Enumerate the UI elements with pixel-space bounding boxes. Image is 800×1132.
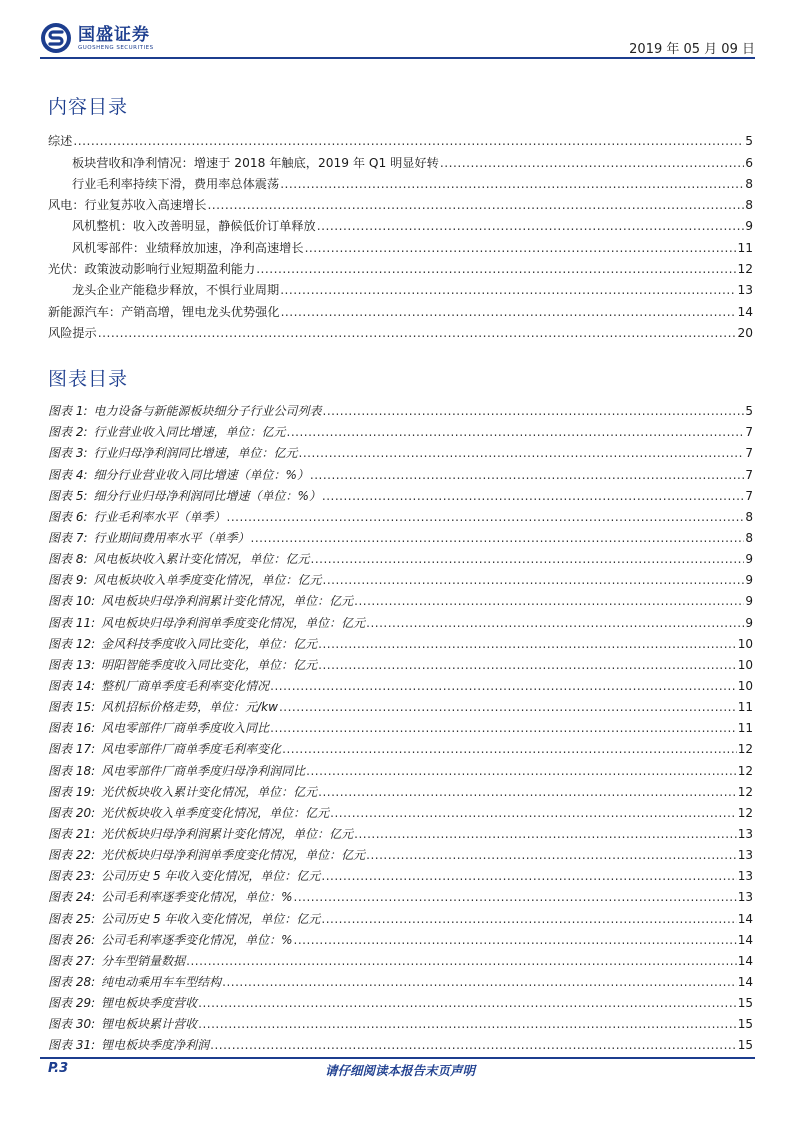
figure-entry-number: 图表 4:	[48, 467, 88, 482]
figure-entry-page: 8	[745, 530, 753, 545]
toc-entry-text: 光伏：政策波动影响行业短期盈利能力	[48, 262, 256, 277]
figure-entry-page: 14	[737, 932, 753, 947]
toc-entry[interactable]	[48, 256, 753, 277]
figure-entry-text: 分车型销量数据	[101, 953, 186, 968]
dot-leader	[256, 261, 736, 277]
figure-list-title: 图表目录	[48, 368, 129, 390]
dot-leader	[294, 932, 737, 948]
report-date: 2019 年 05 月 09 日	[629, 42, 755, 57]
figure-entry-page: 9	[745, 615, 753, 630]
figure-entry-number: 图表 22:	[48, 848, 96, 863]
figure-entry[interactable]	[48, 504, 753, 525]
figure-entry-text: 锂电板块季度营收	[101, 996, 198, 1011]
figure-entry-page: 10	[737, 657, 753, 672]
figure-entry-number: 图表 15:	[48, 700, 96, 715]
figure-entry-number: 图表 25:	[48, 911, 96, 926]
figure-entry[interactable]	[48, 948, 753, 969]
figure-entry[interactable]	[48, 757, 753, 778]
figure-entry[interactable]	[48, 905, 753, 926]
dot-leader	[318, 657, 737, 673]
toc-entry-page: 5	[745, 134, 753, 149]
figure-entry-number: 图表 31:	[48, 1038, 96, 1053]
figure-entry[interactable]	[48, 631, 753, 652]
figure-entry-text: 金风科技季度收入同比变化，单位：亿元	[101, 636, 318, 651]
figure-entry-number: 图表 1:	[48, 404, 88, 419]
dot-leader	[222, 974, 737, 990]
toc-entry[interactable]	[48, 149, 753, 170]
toc-entry-text: 新能源汽车：产销高增，锂电龙头优势强化	[48, 304, 280, 319]
dot-leader	[321, 868, 736, 884]
logo-chinese-name: 国盛证券	[78, 24, 150, 45]
figure-entry[interactable]	[48, 715, 753, 736]
figure-entry-number: 图表 30:	[48, 1017, 96, 1032]
dot-leader	[207, 197, 744, 213]
figure-entry-number: 图表 13:	[48, 657, 96, 672]
figure-entry-number: 图表 12:	[48, 636, 96, 651]
figure-entry-page: 15	[737, 1038, 753, 1053]
figure-entry-text: 锂电板块季度净利润	[101, 1038, 210, 1053]
figure-entry-page: 7	[745, 467, 753, 482]
figure-entry-number: 图表 18:	[48, 763, 96, 778]
toc-entry-page: 20	[737, 325, 753, 340]
toc-entry-page: 13	[737, 283, 753, 298]
figure-entry-text: 风电零部件厂商单季度归母净利润同比	[101, 763, 306, 778]
dot-leader	[73, 133, 744, 149]
page-header	[40, 22, 755, 60]
toc-entry-page: 8	[745, 198, 753, 213]
figure-entry-page: 13	[737, 848, 753, 863]
figure-entry-number: 图表 24:	[48, 890, 96, 905]
dot-leader	[186, 953, 737, 969]
dot-leader	[287, 424, 745, 440]
figure-entry[interactable]	[48, 821, 753, 842]
figure-entry-text: 公司毛利率逐季变化情况，单位：%	[101, 932, 293, 947]
figure-entry-page: 9	[745, 573, 753, 588]
toc-entry-text: 风电：行业复苏收入高速增长	[48, 198, 207, 213]
toc-entry-text: 行业毛利率持续下滑，费用率总体震荡	[72, 176, 280, 191]
toc-entry-text: 综述	[48, 134, 73, 149]
figure-entry-number: 图表 2:	[48, 425, 88, 440]
figure-entry-page: 13	[737, 826, 753, 841]
figure-entry-text: 细分行业营业收入同比增速（单位：%）	[93, 467, 309, 482]
figure-entry-number: 图表 11:	[48, 615, 96, 630]
toc-entry-page: 8	[745, 176, 753, 191]
header-divider	[40, 57, 755, 59]
figure-entry-page: 12	[737, 742, 753, 757]
figure-entry-number: 图表 27:	[48, 953, 96, 968]
figure-entry-number: 图表 5:	[48, 488, 88, 503]
figure-entry[interactable]	[48, 567, 753, 588]
figure-entry-number: 图表 28:	[48, 974, 96, 989]
figure-list	[48, 398, 753, 1053]
dot-leader	[198, 1016, 737, 1032]
figure-entry-number: 图表 23:	[48, 869, 96, 884]
dot-leader	[330, 805, 737, 821]
figure-entry[interactable]	[48, 525, 753, 546]
figure-entry[interactable]	[48, 546, 753, 567]
company-logo	[40, 22, 154, 54]
figure-entry-number: 图表 19:	[48, 784, 96, 799]
figure-entry-text: 公司历史 5 年收入变化情况，单位：亿元	[101, 869, 321, 884]
toc-entry[interactable]	[48, 128, 753, 149]
figure-entry-number: 图表 10:	[48, 594, 96, 609]
toc-entry[interactable]	[48, 298, 753, 319]
figure-entry-page: 12	[737, 805, 753, 820]
figure-entry-page: 14	[737, 974, 753, 989]
figure-entry-number: 图表 7:	[48, 530, 88, 545]
figure-entry-number: 图表 17:	[48, 742, 96, 757]
page-number: P.3	[48, 1061, 69, 1076]
figure-entry[interactable]	[48, 609, 753, 630]
figure-entry-page: 11	[737, 721, 753, 736]
figure-entry[interactable]	[48, 842, 753, 863]
figure-entry-text: 细分行业归母净利润同比增速（单位：%）	[93, 488, 321, 503]
toc-entry-text: 风机整机：收入改善明显，静候低价订单释放	[72, 219, 316, 234]
figure-entry-page: 9	[745, 552, 753, 567]
figure-entry[interactable]	[48, 863, 753, 884]
figure-entry-text: 行业归母净利润同比增速，单位：亿元	[93, 446, 298, 461]
dot-leader	[317, 218, 744, 234]
figure-entry-page: 14	[737, 911, 753, 926]
figure-entry-text: 风电零部件厂商单季度毛利率变化	[101, 742, 282, 757]
toc-entry-text: 风机零部件：业绩释放加速，净利高速增长	[72, 240, 304, 255]
figure-entry-page: 7	[745, 488, 753, 503]
dot-leader	[311, 551, 745, 567]
figure-entry-text: 行业期间费用率水平（单季）	[93, 530, 250, 545]
toc-list	[48, 128, 753, 341]
figure-entry-text: 整机厂商单季度毛利率变化情况	[101, 678, 270, 693]
dot-leader	[294, 889, 737, 905]
figure-entry-page: 11	[737, 700, 753, 715]
dot-leader	[210, 1037, 737, 1053]
figure-entry-page: 12	[737, 784, 753, 799]
figure-entry-number: 图表 8:	[48, 552, 88, 567]
toc-entry-page: 11	[737, 240, 753, 255]
figure-entry[interactable]	[48, 694, 753, 715]
figure-entry[interactable]	[48, 652, 753, 673]
figure-entry-number: 图表 20:	[48, 805, 96, 820]
toc-entry[interactable]	[48, 171, 753, 192]
toc-entry[interactable]	[48, 234, 753, 255]
dot-leader	[251, 530, 745, 546]
dot-leader	[270, 678, 737, 694]
toc-entry-text: 板块营收和净利情况：增速于 2018 年触底，2019 年 Q1 明显好转	[72, 155, 439, 170]
figure-entry-text: 公司历史 5 年收入变化情况，单位：亿元	[101, 911, 321, 926]
figure-entry[interactable]	[48, 927, 753, 948]
dot-leader	[282, 741, 737, 757]
figure-entry-text: 明阳智能季度收入同比变化，单位：亿元	[101, 657, 318, 672]
figure-entry-page: 7	[745, 425, 753, 440]
dot-leader	[306, 763, 737, 779]
figure-entry-page: 10	[737, 678, 753, 693]
dot-leader	[322, 488, 744, 504]
figure-entry-text: 风电板块收入累计变化情况，单位：亿元	[93, 552, 310, 567]
dot-leader	[299, 445, 745, 461]
toc-entry-text: 风险提示	[48, 325, 97, 340]
figure-entry-page: 10	[737, 636, 753, 651]
toc-entry[interactable]	[48, 213, 753, 234]
figure-entry-page: 13	[737, 890, 753, 905]
figure-entry-page: 15	[737, 1017, 753, 1032]
figure-entry[interactable]	[48, 461, 753, 482]
dot-leader	[354, 593, 744, 609]
dot-leader	[318, 636, 737, 652]
dot-leader	[281, 304, 737, 320]
figure-entry-page: 12	[737, 763, 753, 778]
figure-entry-text: 光伏板块归母净利润累计变化情况，单位：亿元	[101, 826, 354, 841]
footer-divider	[40, 1057, 755, 1059]
figure-entry-text: 行业毛利率水平（单季）	[93, 509, 226, 524]
dot-leader	[280, 176, 744, 192]
dot-leader	[98, 325, 737, 341]
figure-entry[interactable]	[48, 588, 753, 609]
toc-entry[interactable]	[48, 320, 753, 341]
figure-entry-text: 纯电动乘用车车型结构	[101, 974, 222, 989]
figure-entry-text: 锂电板块累计营收	[101, 1017, 198, 1032]
figure-entry-text: 风电板块收入单季度变化情况，单位：亿元	[93, 573, 322, 588]
figure-entry[interactable]	[48, 398, 753, 419]
guosheng-logo-icon	[40, 22, 72, 54]
figure-entry[interactable]	[48, 440, 753, 461]
figure-entry-number: 图表 9:	[48, 573, 88, 588]
figure-entry-text: 公司毛利率逐季变化情况，单位：%	[101, 890, 293, 905]
dot-leader	[323, 403, 745, 419]
figure-entry-text: 风电板块归母净利润累计变化情况，单位：亿元	[101, 594, 354, 609]
figure-entry-text: 风电零部件厂商单季度收入同比	[101, 721, 270, 736]
figure-entry[interactable]	[48, 419, 753, 440]
toc-entry-page: 9	[745, 219, 753, 234]
figure-entry[interactable]	[48, 483, 753, 504]
toc-entry-page: 6	[745, 155, 753, 170]
toc-entry-page: 14	[737, 304, 753, 319]
dot-leader	[270, 720, 737, 736]
dot-leader	[354, 826, 737, 842]
figure-entry-text: 风电板块归母净利润单季度变化情况，单位：亿元	[101, 615, 366, 630]
figure-entry-text: 光伏板块收入累计变化情况，单位：亿元	[101, 784, 318, 799]
figure-entry-page: 9	[745, 594, 753, 609]
figure-entry[interactable]	[48, 1011, 753, 1032]
figure-entry[interactable]	[48, 800, 753, 821]
figure-entry[interactable]	[48, 779, 753, 800]
dot-leader	[198, 995, 737, 1011]
toc-entry-page: 12	[737, 262, 753, 277]
figure-entry-number: 图表 26:	[48, 932, 96, 947]
dot-leader	[440, 155, 744, 171]
figure-entry-number: 图表 29:	[48, 996, 96, 1011]
dot-leader	[366, 847, 737, 863]
figure-entry-page: 13	[737, 869, 753, 884]
figure-entry-page: 8	[745, 509, 753, 524]
dot-leader	[318, 784, 737, 800]
figure-entry-page: 5	[745, 404, 753, 419]
dot-leader	[323, 572, 745, 588]
figure-entry-number: 图表 6:	[48, 509, 88, 524]
figure-entry-text: 电力设备与新能源板块细分子行业公司列表	[93, 404, 322, 419]
figure-entry-number: 图表 14:	[48, 678, 96, 693]
toc-entry-text: 龙头企业产能稳步释放，不惧行业周期	[72, 283, 280, 298]
logo-english-name: GUOSHENG SECURITIES	[78, 44, 154, 51]
dot-leader	[366, 615, 744, 631]
figure-entry-page: 14	[737, 953, 753, 968]
dot-leader	[280, 282, 736, 298]
figure-entry-text: 风机招标价格走势，单位：元/kw	[101, 700, 278, 715]
dot-leader	[279, 699, 737, 715]
figure-entry-text: 行业营业收入同比增速，单位：亿元	[93, 425, 286, 440]
figure-entry[interactable]	[48, 884, 753, 905]
figure-entry-number: 图表 3:	[48, 446, 88, 461]
figure-entry[interactable]	[48, 990, 753, 1011]
dot-leader	[321, 911, 736, 927]
figure-entry[interactable]	[48, 969, 753, 990]
figure-entry-number: 图表 21:	[48, 826, 96, 841]
figure-entry-number: 图表 16:	[48, 721, 96, 736]
figure-entry-page: 15	[737, 996, 753, 1011]
figure-entry[interactable]	[48, 1032, 753, 1053]
dot-leader	[227, 509, 745, 525]
figure-entry[interactable]	[48, 736, 753, 757]
figure-entry-text: 光伏板块收入单季度变化情况，单位：亿元	[101, 805, 330, 820]
figure-entry[interactable]	[48, 673, 753, 694]
toc-entry[interactable]	[48, 192, 753, 213]
footer-disclaimer: 请仔细阅读本报告末页声明	[324, 1063, 475, 1078]
toc-title: 内容目录	[48, 96, 129, 118]
toc-entry[interactable]	[48, 277, 753, 298]
dot-leader	[305, 240, 737, 256]
figure-entry-page: 7	[745, 446, 753, 461]
dot-leader	[310, 467, 744, 483]
figure-entry-text: 光伏板块归母净利润单季度变化情况，单位：亿元	[101, 848, 366, 863]
